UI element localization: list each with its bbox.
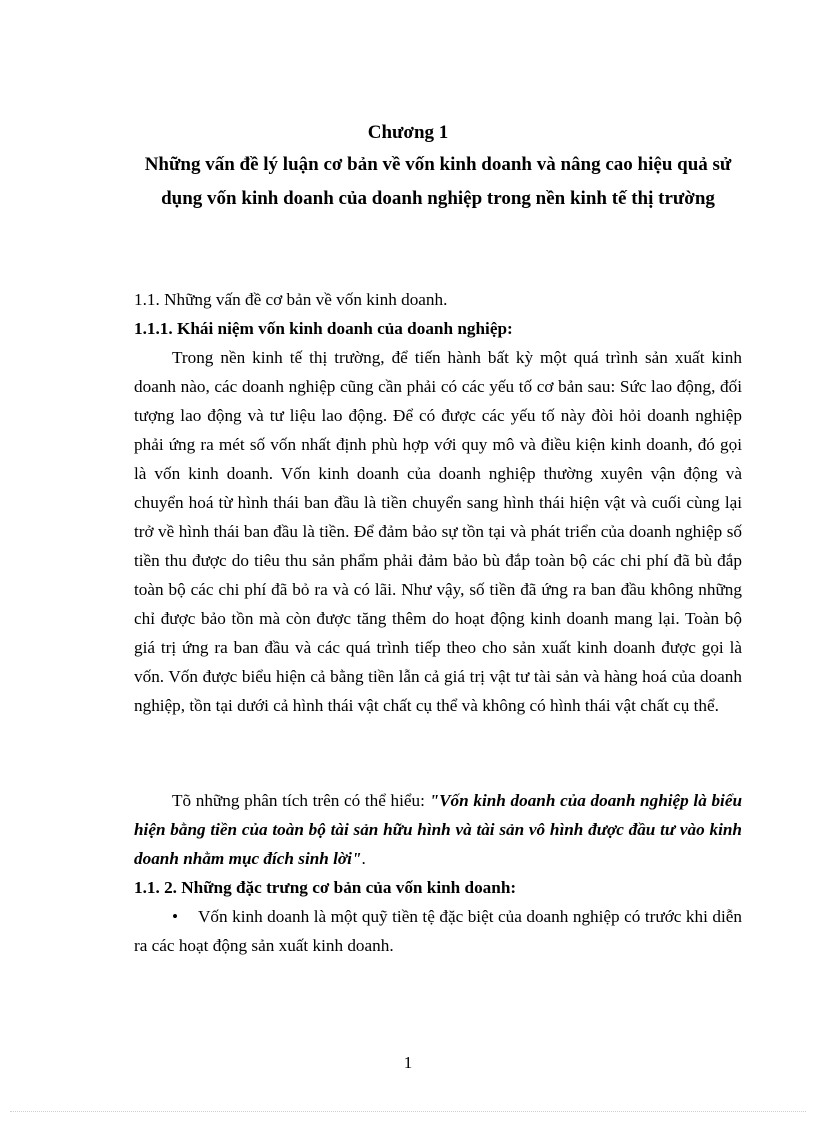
subsection-heading: 1.1.1. Khái niệm vốn kinh doanh của doanh nghiệp: [134, 319, 513, 338]
footer-divider [10, 1111, 806, 1112]
bullet-icon: • [172, 907, 179, 926]
conclusion-definition: "Vốn kinh doanh của doanh nghiệp là biểu hiện bằng tiền của toàn bộ tài sản hữu hình và tài sản vô hình được đầu tư vào kinh doanh nhằm mục đích sinh lời" [134, 791, 743, 868]
subsection-2-heading: 1.1. 2. Những đặc trưng cơ bản của vốn kinh doanh: [134, 878, 517, 897]
conclusion-period: . [361, 849, 366, 868]
paragraph-definition: Trong nền kinh tế thị trường, để tiến hành bất kỳ một quá trình sản xuất kinh doanh nào, các doanh nghiệp cũng cần phải có các yếu tố cơ bản sau: Sức lao động, đối tượng lao động và tư liệu lao động. Để có được các yếu tố này đòi hỏi doanh nghiệp phải ứng ra mét số vốn nhất định phù hợp với quy mô và điều kiện kinh doanh, đó gọi là vốn kinh doanh. Vốn kinh doanh của doanh nghiệp thường xuyên vận động và chuyển hoá từ hình thái ban đầu là tiền chuyển sang hình thái hiện vật và cuối cùng lại trở về hình thái ban đầu là tiền. Để đảm bảo sự tồn tại và phát triển của doanh nghiệp số tiền thu được do tiêu thu sản phẩm phải đảm bảo bù đắp toàn bộ các chi phí đã bù đắp toàn bộ các chi phí đã bỏ ra và có lãi. Như vậy, số tiền đã ứng ra ban đầu không những chỉ được bảo tồn mà còn được tăng thêm do hoạt động kinh doanh mang lại. Toàn bộ giá trị ứng ra ban đầu và các quá trình tiếp theo cho sản xuất kinh doanh được gọi là vốn. Vốn được biểu hiện cả bằng tiền lẫn cả giá trị vật tư tài sản và hàng hoá của doanh nghiệp, tồn tại dưới cả hình thái vật chất cụ thể và không có hình thái vật chất cụ thể. [134, 348, 742, 715]
bullet-item [134, 902, 742, 960]
chapter-subtitle: Những vấn đề lý luận cơ bản về vốn kinh doanh và nâng cao hiệu quả sử dụng vốn kinh doanh của doanh nghiệp trong nền kinh tế thị trường [144, 154, 732, 209]
bullet-text: Vốn kinh doanh là một quỹ tiền tệ đặc biệt của doanh nghiệp có trước khi diễn ra các hoạt động sản xuất kinh doanh. [134, 907, 742, 955]
paragraph-conclusion [134, 786, 742, 873]
chapter-title: Chương 1 [367, 122, 449, 143]
page-number: 1 [403, 1053, 413, 1072]
section-heading: 1.1. Những vấn đề cơ bản về vốn kinh doanh. [134, 290, 448, 309]
conclusion-intro: Tõ những phân tích trên có thể hiểu: [172, 791, 430, 810]
